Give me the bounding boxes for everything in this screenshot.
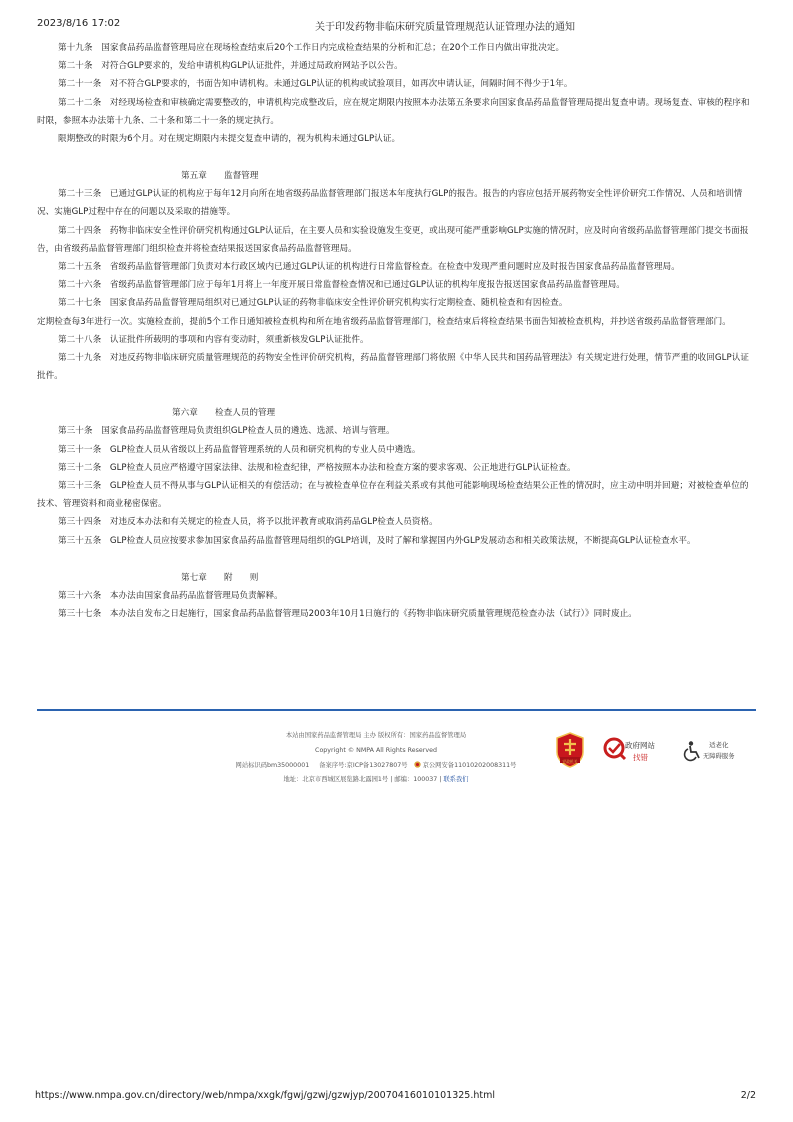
article-25: 第二十五条 省级药品监督管理部门负责对本行政区域内已通过GLP认证的机构进行日常监督检查。在检查中发现严重问题时应及时报告国家食品药品监督管理局。 xyxy=(58,262,680,273)
find-error-label: 找错 xyxy=(633,753,648,762)
article-29: 第二十九条 对违反药物非临床研究质量管理规范的药物安全性评价研究机构，药品监督管理部门将依照《中华人民共和国药品管理法》有关规定进行处理，情节严重的收回GLP认证批件。 xyxy=(37,353,749,382)
article-33: 第三十三条 GLP检查人员不得从事与GLP认证相关的有偿活动；在与被检查单位存在利益关系或有其他可能影响现场检查结果公正性的情况时，应主动申明并回避；对被检查单位的技术、管理资料和商业秘密保密。 xyxy=(37,481,749,510)
chapter-7-heading: 第七章 附 则 xyxy=(181,572,259,583)
article-21: 第二十一条 对不符合GLP要求的，书面告知申请机构。未通过GLP认证的机构或试验项目，如再次申请认证，间隔时间不得少于1年。 xyxy=(58,79,573,90)
police-badge-icon xyxy=(414,761,421,768)
article-body xyxy=(37,39,757,623)
article-24: 第二十四条 药物非临床安全性评价研究机构通过GLP认证后，在主要人员和实验设施发生变更，或出现可能严重影响GLP实施的情况时，应及时向省级药品监督管理部门提交书面报告，由省级药品监督管理部门组织检查并将检查结果报送国家食品药品监督管理局。 xyxy=(37,225,749,254)
gov-site-label: 政府网站 xyxy=(625,741,655,750)
footer-divider xyxy=(37,709,756,711)
article-26: 第二十六条 省级药品监督管理部门应于每年1月将上一年度开展日常监督检查情况和已通过GLP认证的机构年度报告报送国家食品药品监督管理局。 xyxy=(58,280,625,291)
find-error-icon xyxy=(603,737,627,761)
chapter-5-heading: 第五章 监督管理 xyxy=(181,171,259,182)
footer-copyright: Copyright © NMPA All Rights Reserved xyxy=(315,746,437,754)
article-23: 第二十三条 已通过GLP认证的机构应于每年12月向所在地省级药品监督管理部门报送本年度执行GLP的报告。报告的内容应包括开展药物安全性评价研究工作情况、人员和培训情况、实施GLP过程中存在的问题以及采取的措施等。 xyxy=(37,189,743,218)
article-35: 第三十五条 GLP检查人员应按要求参加国家食品药品监督管理局组织的GLP培训，及时了解和掌握国内外GLP发展动态和相关政策法规，不断提高GLP认证检查水平。 xyxy=(58,535,696,546)
footer-address: 地址：北京市西城区展览路北露园1号 | 邮编：100037 | xyxy=(283,776,444,784)
site-footer xyxy=(196,729,556,788)
article-22-note: 限期整改的时限为6个月。对在规定期限内未提交复查申请的，视为机构未通过GLP认证。 xyxy=(58,134,401,145)
footer-police-record[interactable]: 京公网安备11010202008311号 xyxy=(422,761,517,769)
article-22: 第二十二条 对经现场检查和审核确定需要整改的，申请机构完成整改后，应在规定期限内按照本办法第五条要求向国家食品药品监督管理局提出复查申请。现场复查、审核的程序和时限，参照本办法第十九条、二十条和第二十一条的规定执行。 xyxy=(37,97,750,126)
footer-registration xyxy=(196,759,556,774)
article-31: 第三十一条 GLP检查人员从省级以上药品监督管理系统的人员和研究机构的专业人员中遴选。 xyxy=(58,444,421,455)
footer-address-line xyxy=(196,773,556,788)
print-header xyxy=(37,18,756,32)
article-36: 第三十六条 本办法由国家食品药品监督管理局负责解释。 xyxy=(58,590,283,601)
footer-sponsor: 本站由国家药品监督管理局 主办 版权所有：国家药品监督管理局 xyxy=(285,732,467,739)
article-27: 第二十七条 国家食品药品监督管理局组织对已通过GLP认证的药物非临床安全性评价研究机构实行定期检查、随机检查和有因检查。 xyxy=(58,298,568,309)
footer-icp[interactable]: 备案序号:京ICP备13027807号 xyxy=(319,761,408,769)
chapter-6-heading: 第六章 检查人员的管理 xyxy=(172,408,276,419)
article-27-detail: 定期检查每3年进行一次。实施检查前，提前5个工作日通知被检查机构和所在地省级药品监督管理部门，检查结束后将检查结果书面告知被检查机构，并抄送省级药品监督管理部门。 xyxy=(37,316,731,327)
party-government-badge[interactable] xyxy=(555,732,585,768)
accessible-label: 无障碍服务 xyxy=(703,753,735,760)
article-19: 第十九条 国家食品药品监督管理局应在现场检查结束后20个工作日内完成检查结果的分析和汇总；在20个工作日内做出审批决定。 xyxy=(58,43,565,53)
elderly-accessible-service[interactable] xyxy=(682,739,752,763)
footer-site-id: 网站标识码bm35000001 xyxy=(235,761,310,769)
article-37: 第三十七条 本办法自发布之日起施行，国家食品药品监督管理局2003年10月1日施行的《药物非临床研究质量管理规范检查办法（试行）》同时废止。 xyxy=(58,609,637,620)
accessibility-icon xyxy=(682,740,704,762)
page-number: 2/2 xyxy=(740,1090,756,1101)
document-title: 关于印发药物非临床研究质量管理规范认证管理办法的通知 xyxy=(315,22,575,33)
gov-website-find-error[interactable] xyxy=(603,735,669,767)
page-url: https://www.nmpa.gov.cn/directory/web/nmpa/xxgk/fgwj/gzwj/gzwjyp/20070416010101325.html xyxy=(35,1090,495,1101)
badge-caption: 党政机关 xyxy=(562,759,578,764)
article-30: 第三十条 国家食品药品监督管理局负责组织GLP检查人员的遴选、选派、培训与管理。 xyxy=(58,426,395,437)
contact-us-link[interactable]: 联系我们 xyxy=(443,776,469,784)
print-footer xyxy=(35,1090,756,1104)
article-34: 第三十四条 对违反本办法和有关规定的检查人员，将予以批评教育或取消药品GLP检查人员资格。 xyxy=(58,517,438,528)
article-20: 第二十条 对符合GLP要求的，发给申请机构GLP认证批件，并通过局政府网站予以公告。 xyxy=(58,61,403,72)
article-28: 第二十八条 认证批件所载明的事项和内容有变动时，须重新核发GLP认证批件。 xyxy=(58,334,369,345)
article-32: 第三十二条 GLP检查人员应严格遵守国家法律、法规和检查纪律，严格按照本办法和检查方案的要求客观、公正地进行GLP认证检查。 xyxy=(58,462,576,473)
print-datetime: 2023/8/16 17:02 xyxy=(37,18,121,29)
elderly-label: 适老化 xyxy=(709,741,729,749)
